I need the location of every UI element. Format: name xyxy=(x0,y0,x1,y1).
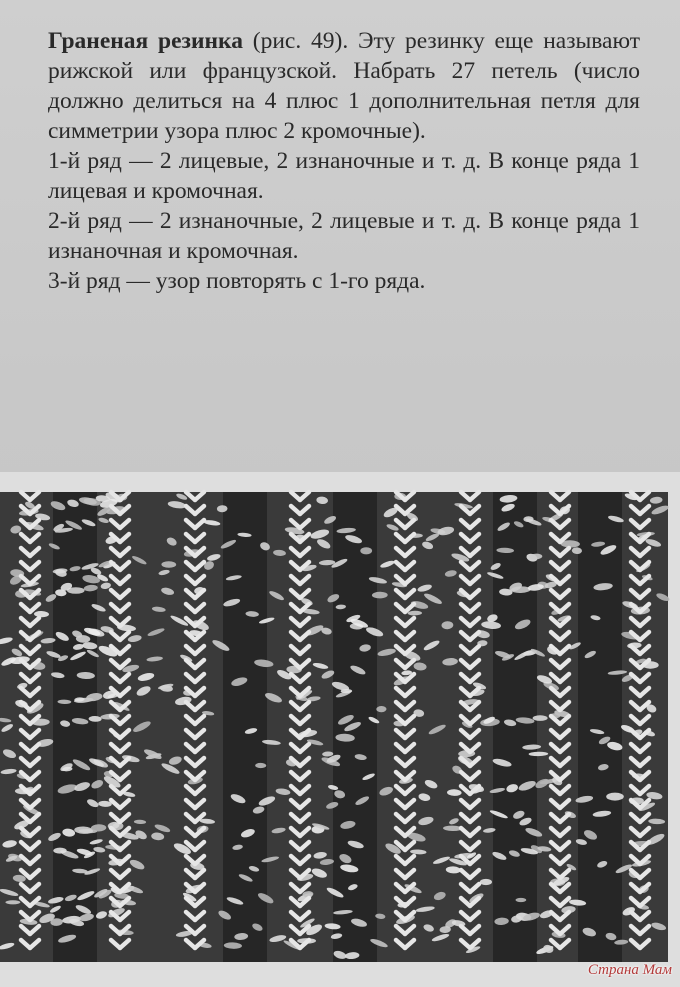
rib-shadow xyxy=(578,492,622,962)
stitch xyxy=(606,793,624,801)
intro-paragraph xyxy=(48,26,640,146)
rib-shadow xyxy=(223,492,267,962)
row-3-instruction: 3-й ряд — узор повторять с 1-го ряда. xyxy=(48,268,426,294)
article-text xyxy=(48,26,640,296)
intro-text: (рис. 49). Эту резинку еще называют рижской или французской. Набрать 27 петель (число должно делиться на 4 плюс 1 дополнительная петля для симметрии узора плюс 2 кромочные). xyxy=(48,28,641,144)
stitch xyxy=(360,547,372,554)
watermark: Страна Мам xyxy=(587,962,672,978)
stitch xyxy=(516,898,527,902)
rib-shadow xyxy=(493,492,537,962)
row-2-instruction: 2-й ряд — 2 изнаночные, 2 лицевые и т. д. В конце ряда 1 изнаночная и кромочная. xyxy=(48,208,640,264)
stitch xyxy=(480,879,492,885)
row-1-instruction: 1-й ряд — 2 лицевые, 2 изнаночные и т. д. В конце ряда 1 лицевая и кромочная. xyxy=(48,148,640,204)
article-title: Граненая резинка xyxy=(48,28,243,54)
knit-pattern-image xyxy=(0,472,680,987)
knitting-photo xyxy=(0,472,680,987)
stitch xyxy=(533,715,548,721)
stitch xyxy=(53,848,66,854)
stitch xyxy=(5,900,20,904)
